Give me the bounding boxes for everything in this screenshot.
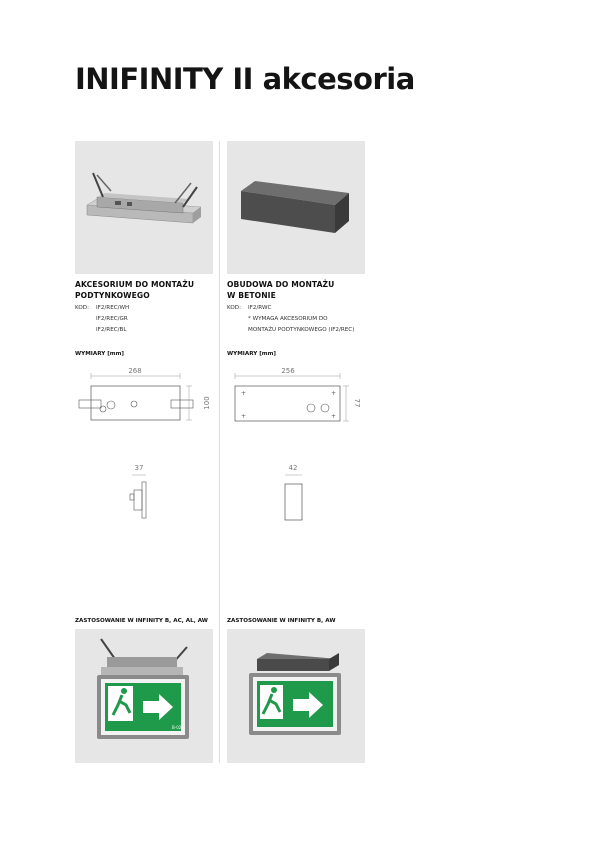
code-value: IF2/REC/WH <box>96 305 130 311</box>
product-name-line1: OBUDOWA DO MONTAŻU <box>227 280 335 289</box>
dimension-drawing-recessed-accessory <box>75 362 215 532</box>
svg-text:+: + <box>331 390 337 397</box>
dim-depth-label: 37 <box>134 464 144 472</box>
dimension-drawing-concrete-housing <box>227 362 367 532</box>
product-name <box>227 279 365 301</box>
column-divider <box>219 141 220 763</box>
concrete-housing-illustration <box>227 141 365 274</box>
dim-length-label: 256 <box>281 367 295 375</box>
product-card-recessed-accessory <box>75 141 213 336</box>
svg-text:+: + <box>241 413 247 420</box>
page-title: INIFINITY II akcesoria <box>75 62 415 96</box>
dim-length-label: 268 <box>128 367 142 375</box>
product-note-line1: * WYMAGA AKCESORIUM DO <box>248 316 328 322</box>
product-photo-recessed-accessory <box>75 141 213 274</box>
code-label: KOD: <box>227 305 241 311</box>
product-codes <box>75 303 213 336</box>
exit-sign-with-housing-illustration <box>227 629 365 763</box>
code-value: IF2/RWC <box>248 305 272 311</box>
svg-text:+: + <box>241 390 247 397</box>
product-name <box>75 279 213 301</box>
product-name-line2: PODTYNKOWEGO <box>75 291 150 300</box>
dim-height-label: 77 <box>353 398 361 408</box>
recessed-accessory-illustration <box>75 141 213 274</box>
exit-sign-with-accessory-illustration <box>75 629 213 763</box>
product-name-line2: W BETONIE <box>227 291 276 300</box>
product-card-concrete-housing <box>227 141 365 336</box>
usage-heading: ZASTOSOWANIE W INFINITY B, AC, AL, AW <box>75 618 208 624</box>
product-codes <box>227 303 365 336</box>
product-note-line2: MONTAŻU PODTYNKOWEGO (IF2/REC) <box>248 327 355 333</box>
usage-photo-concrete-housing <box>227 629 365 763</box>
dimensions-heading: WYMIARY [mm] <box>227 351 276 357</box>
product-photo-concrete-housing <box>227 141 365 274</box>
code-value: IF2/REC/BL <box>96 327 127 333</box>
usage-heading: ZASTOSOWANIE W INFINITY B, AW <box>227 618 336 624</box>
product-name-line1: AKCESORIUM DO MONTAŻU <box>75 280 195 289</box>
code-value: IF2/REC/GR <box>96 316 128 322</box>
sign-code-label: B-02 <box>172 725 182 730</box>
dim-height-label: 100 <box>203 396 211 410</box>
dimensions-heading: WYMIARY [mm] <box>75 351 124 357</box>
usage-photo-recessed-accessory <box>75 629 213 763</box>
code-label: KOD: <box>75 305 89 311</box>
svg-text:+: + <box>331 413 337 420</box>
dim-depth-label: 42 <box>288 464 298 472</box>
